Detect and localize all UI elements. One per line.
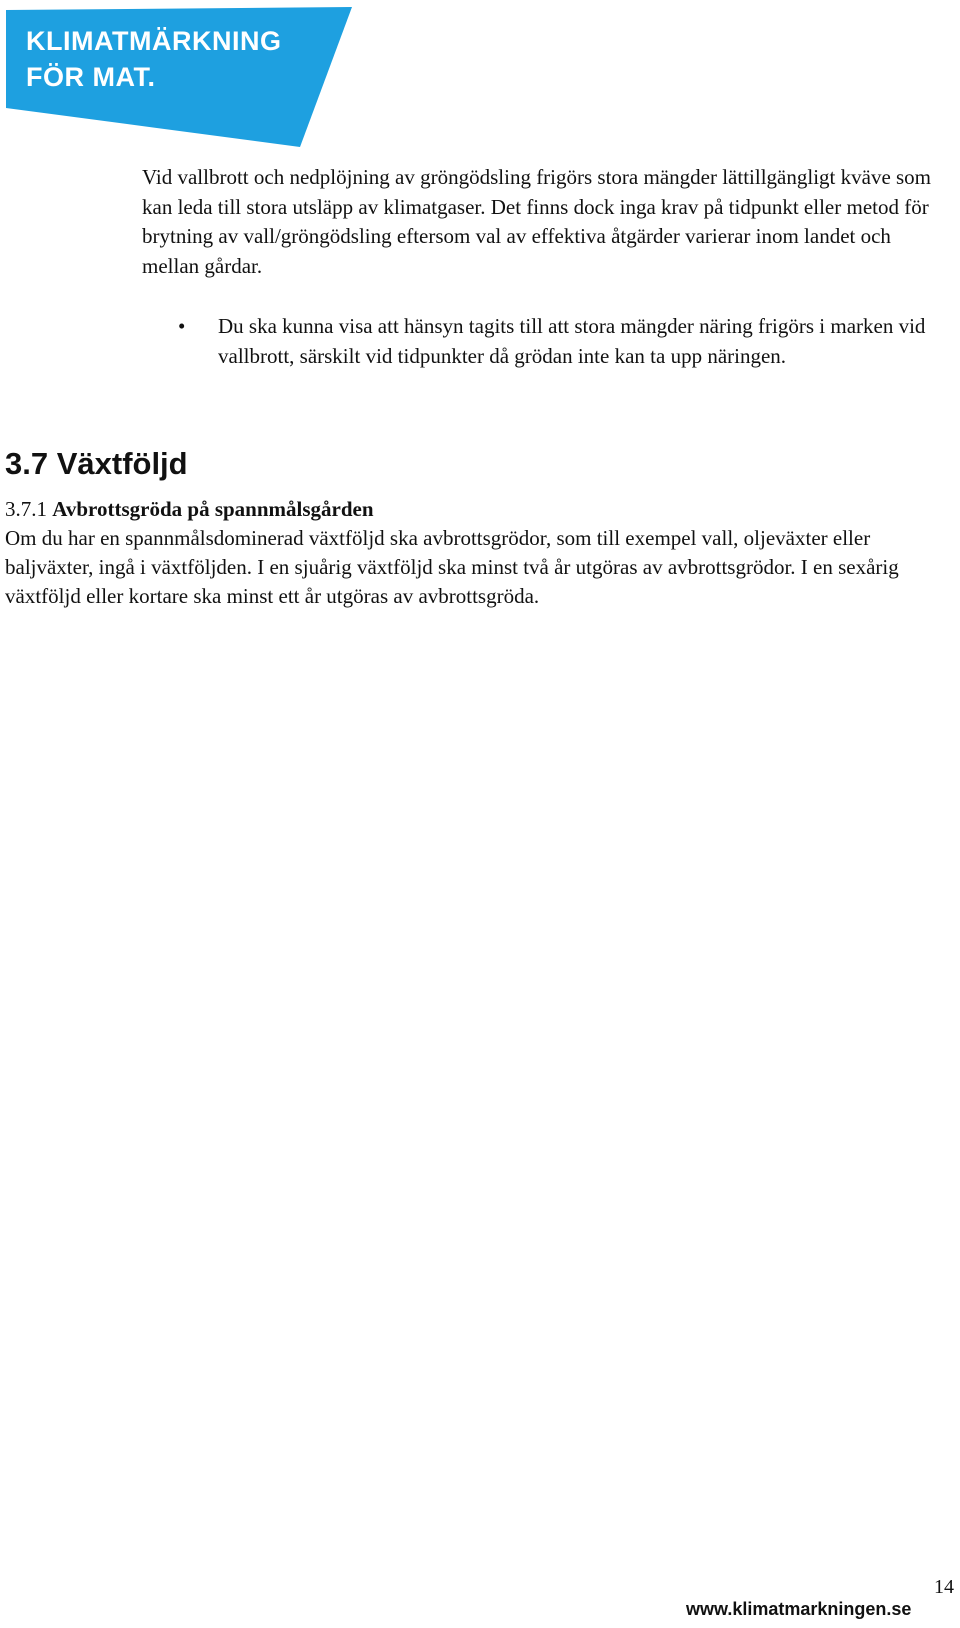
logo [0,0,360,150]
section-body: Om du har en spannmålsdominerad växtföljd ska avbrottsgrödor, som till exempel vall, oljeväxter eller baljväxter, ingå i växtföljden. I en sjuårig växtföljd ska minst två år utgöras av avbrottsgrödor. I en sexårig växtföljd eller kortare ska minst ett år utgöras av avbrottsgröda. [5,526,899,608]
bullet-icon: • [178,314,186,338]
list-item [178,312,958,371]
logo-line-2: FÖR MAT. [26,62,156,92]
subsection-number: 3.7.1 [5,497,47,521]
subsection-title: Avbrottsgröda på spannmålsgården [52,497,374,521]
section-heading: 3.7 Växtföljd [5,446,188,481]
logo-line-1: KLIMATMÄRKNING [26,26,282,56]
footer-url[interactable]: www.klimatmarkningen.se [686,1599,912,1619]
list-item-text: Du ska kunna visa att hänsyn tagits till att stora mängder näring frigörs i marken vid vallbrott, särskilt vid tidpunkter då grödan inte kan ta upp näringen. [218,314,926,368]
page-number: 14 [934,1576,954,1598]
intro-paragraph: Vid vallbrott och nedplöjning av gröngödsling frigörs stora mängder lättillgängligt kväve som kan leda till stora utsläpp av klimatgaser. Det finns dock inga krav på tidpunkt eller metod för brytning av vall/gröngödsling eftersom val av effektiva åtgärder varierar inom landet och mellan gårdar. [142,165,932,278]
subsection-heading [5,495,374,523]
requirement-list [178,312,958,371]
